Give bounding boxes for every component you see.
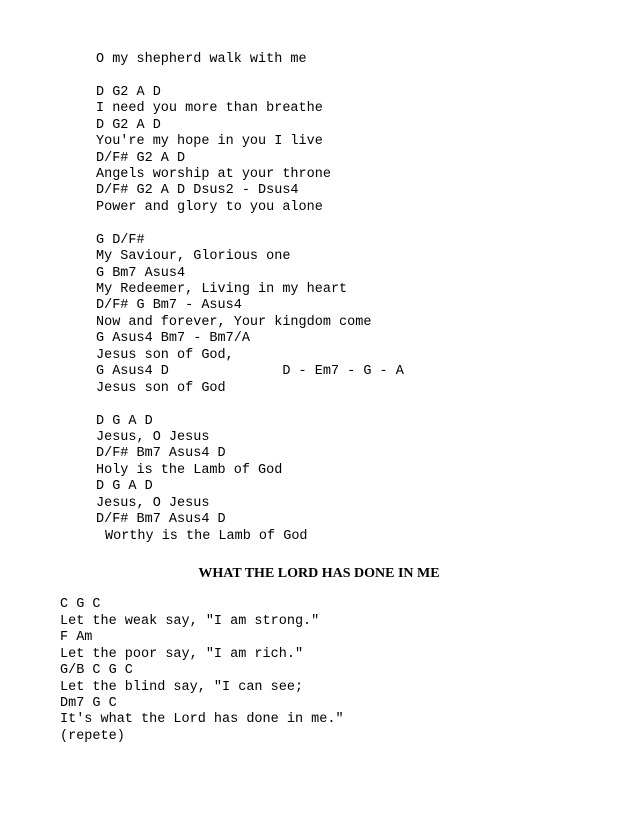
lyric-line: Let the blind say, "I can see; xyxy=(60,680,304,695)
chord-line: D G A D xyxy=(96,414,153,429)
lyric-line: Jesus son of God xyxy=(96,381,226,396)
lyric-line: Power and glory to you alone xyxy=(96,200,323,215)
chord-line: D G2 A D xyxy=(96,85,161,100)
lyric-line: Worthy is the Lamb of God xyxy=(105,529,308,544)
repeat-note: (repete) xyxy=(60,729,125,744)
lyric-line: Angels worship at your throne xyxy=(96,167,331,182)
lyric-line: Jesus, O Jesus xyxy=(96,430,210,445)
song-title: WHAT THE LORD HAS DONE IN ME xyxy=(198,566,440,581)
lyric-line: O my shepherd walk with me xyxy=(96,52,307,67)
lyric-line: My Saviour, Glorious one xyxy=(96,249,291,264)
lyric-line: Let the weak say, "I am strong." xyxy=(60,614,320,629)
lyric-line: Jesus, O Jesus xyxy=(96,496,210,511)
chord-line: D G A D xyxy=(96,479,153,494)
lyric-line: Holy is the Lamb of God xyxy=(96,463,283,478)
lyric-line: Let the poor say, "I am rich." xyxy=(60,647,304,662)
chord-line: G Bm7 Asus4 xyxy=(96,266,186,281)
chord-line: Dm7 G C xyxy=(60,696,117,711)
chord-line: D/F# G2 A D xyxy=(96,151,186,166)
chord-line: F Am xyxy=(60,630,93,645)
chord-line: G D/F# xyxy=(96,233,145,248)
chord-line: D/F# Bm7 Asus4 D xyxy=(96,446,226,461)
lyric-line: I need you more than breathe xyxy=(96,101,323,116)
lyric-line: It's what the Lord has done in me." xyxy=(60,712,344,727)
chord-line: D/F# G Bm7 - Asus4 xyxy=(96,298,242,313)
chord-line: G Asus4 D D - Em7 - G - A xyxy=(96,364,404,379)
chord-line: D G2 A D xyxy=(96,118,161,133)
chord-line: C G C xyxy=(60,597,101,612)
chord-line: G/B C G C xyxy=(60,663,133,678)
chord-line: G Asus4 Bm7 - Bm7/A xyxy=(96,331,250,346)
lyric-line: Jesus son of God, xyxy=(96,348,234,363)
chord-line: D/F# G2 A D Dsus2 - Dsus4 xyxy=(96,183,299,198)
lyric-line: My Redeemer, Living in my heart xyxy=(96,282,348,297)
lyric-line: Now and forever, Your kingdom come xyxy=(96,315,372,330)
chord-line: D/F# Bm7 Asus4 D xyxy=(96,512,226,527)
lyric-line: You're my hope in you I live xyxy=(96,134,323,149)
